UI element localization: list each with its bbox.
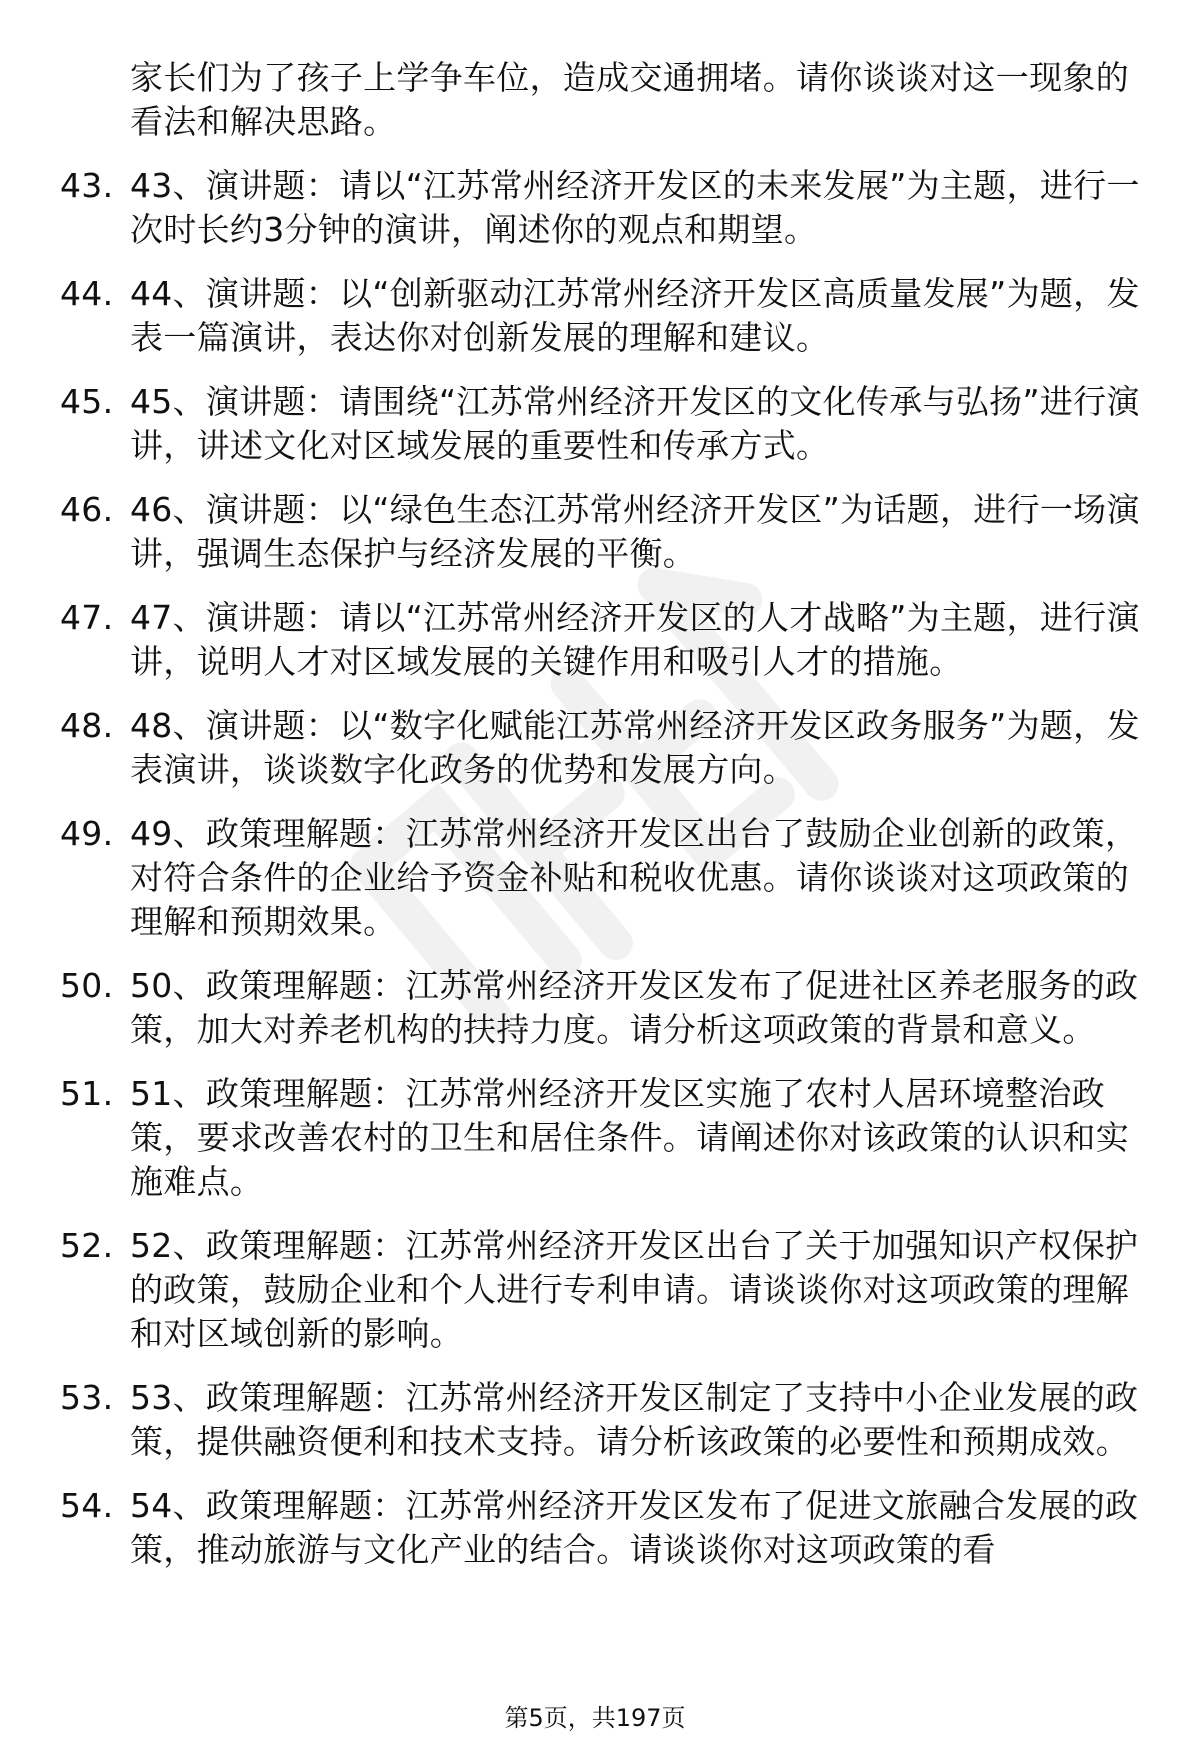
list-item bbox=[60, 704, 1150, 792]
item-text: 46、演讲题：以“绿色生态江苏常州经济开发区”为话题，进行一场演讲，强调生态保护与经济发展的平衡。 bbox=[130, 490, 1140, 573]
continued-question-text: 家长们为了孩子上学争车位，造成交通拥堵。请你谈谈对这一现象的看法和解决思路。 bbox=[130, 58, 1129, 141]
list-item bbox=[60, 1072, 1150, 1204]
item-number: 49. bbox=[60, 814, 114, 853]
question-list bbox=[60, 56, 1150, 1572]
item-text: 52、政策理解题：江苏常州经济开发区出台了关于加强知识产权保护的政策，鼓励企业和个人进行专利申请。请谈谈你对这项政策的理解和对区域创新的影响。 bbox=[130, 1226, 1139, 1353]
list-item bbox=[60, 380, 1150, 468]
item-number: 48. bbox=[60, 706, 114, 745]
item-text: 51、政策理解题：江苏常州经济开发区实施了农村人居环境整治政策，要求改善农村的卫生和居住条件。请阐述你对该政策的认识和实施难点。 bbox=[130, 1074, 1129, 1201]
list-item bbox=[60, 272, 1150, 360]
item-text: 54、政策理解题：江苏常州经济开发区发布了促进文旅融合发展的政策，推动旅游与文化产业的结合。请谈谈你对这项政策的看 bbox=[130, 1486, 1139, 1569]
item-number: 45. bbox=[60, 382, 114, 421]
list-item bbox=[60, 488, 1150, 576]
item-number: 50. bbox=[60, 966, 114, 1005]
page-footer: 第5页，共197页 bbox=[504, 1704, 686, 1732]
list-item bbox=[60, 164, 1150, 252]
list-item bbox=[60, 964, 1150, 1052]
list-item bbox=[60, 812, 1150, 944]
item-text: 53、政策理解题：江苏常州经济开发区制定了支持中小企业发展的政策，提供融资便利和技术支持。请分析该政策的必要性和预期成效。 bbox=[130, 1378, 1139, 1461]
list-item bbox=[60, 1376, 1150, 1464]
item-number: 54. bbox=[60, 1486, 114, 1525]
item-text: 47、演讲题：请以“江苏常州经济开发区的人才战略”为主题，进行演讲，说明人才对区域发展的关键作用和吸引人才的措施。 bbox=[130, 598, 1140, 681]
item-number: 44. bbox=[60, 274, 114, 313]
list-item bbox=[60, 1484, 1150, 1572]
item-text: 45、演讲题：请围绕“江苏常州经济开发区的文化传承与弘扬”进行演讲，讲述文化对区域发展的重要性和传承方式。 bbox=[130, 382, 1140, 465]
item-text: 43、演讲题：请以“江苏常州经济开发区的未来发展”为主题，进行一次时长约3分钟的演讲，阐述你的观点和期望。 bbox=[130, 166, 1140, 249]
item-number: 51. bbox=[60, 1074, 114, 1113]
item-text: 50、政策理解题：江苏常州经济开发区发布了促进社区养老服务的政策，加大对养老机构的扶持力度。请分析这项政策的背景和意义。 bbox=[130, 966, 1139, 1049]
list-item bbox=[60, 1224, 1150, 1356]
item-number: 53. bbox=[60, 1378, 114, 1417]
item-number: 47. bbox=[60, 598, 114, 637]
item-text: 48、演讲题：以“数字化赋能江苏常州经济开发区政务服务”为题，发表演讲，谈谈数字化政务的优势和发展方向。 bbox=[130, 706, 1140, 789]
item-number: 46. bbox=[60, 490, 114, 529]
list-item bbox=[60, 596, 1150, 684]
item-number: 52. bbox=[60, 1226, 114, 1265]
item-text: 49、政策理解题：江苏常州经济开发区出台了鼓励企业创新的政策，对符合条件的企业给予资金补贴和税收优惠。请你谈谈对这项政策的理解和预期效果。 bbox=[130, 814, 1139, 941]
item-text: 44、演讲题：以“创新驱动江苏常州经济开发区高质量发展”为题，发表一篇演讲，表达你对创新发展的理解和建议。 bbox=[130, 274, 1140, 357]
item-number: 43. bbox=[60, 166, 114, 205]
